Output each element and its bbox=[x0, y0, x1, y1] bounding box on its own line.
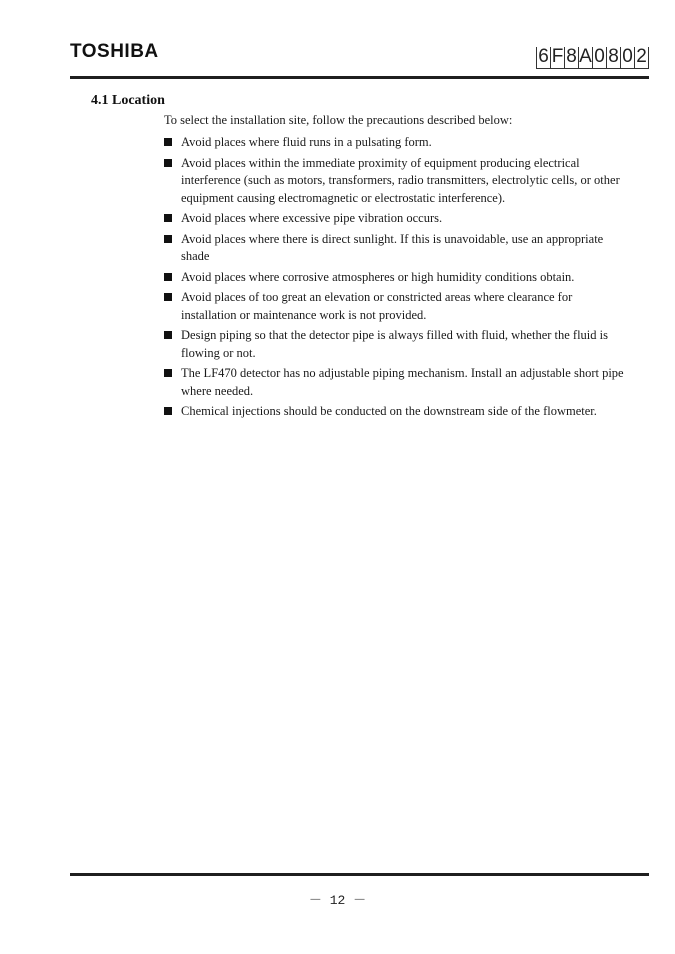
list-item-text: The LF470 detector has no adjustable piping mechanism. Install an adjustable short pipe where needed. bbox=[181, 366, 624, 398]
footer-divider bbox=[70, 873, 649, 876]
document-number bbox=[536, 47, 649, 69]
square-bullet-icon bbox=[164, 293, 172, 301]
list-item bbox=[164, 134, 624, 152]
square-bullet-icon bbox=[164, 273, 172, 281]
doc-number-char: A bbox=[579, 46, 592, 67]
section-heading: 4.1 Location bbox=[91, 93, 165, 108]
doc-number-char: 8 bbox=[564, 47, 578, 69]
square-bullet-icon bbox=[164, 138, 172, 146]
list-item bbox=[164, 289, 624, 324]
list-item bbox=[164, 231, 624, 266]
doc-number-char: 0 bbox=[620, 47, 634, 69]
list-item bbox=[164, 155, 624, 208]
square-bullet-icon bbox=[164, 369, 172, 377]
doc-number-char: 2 bbox=[634, 47, 649, 69]
list-item bbox=[164, 327, 624, 362]
header-divider bbox=[70, 76, 649, 79]
list-item-text: Avoid places of too great an elevation or constricted areas where clearance for installation or maintenance work is not provided. bbox=[181, 290, 573, 322]
square-bullet-icon bbox=[164, 407, 172, 415]
list-item-text: Avoid places where there is direct sunlight. If this is unavoidable, use an appropriate shade bbox=[181, 231, 604, 263]
square-bullet-icon bbox=[164, 331, 172, 339]
company-logo: TOSHIBA bbox=[70, 41, 159, 62]
list-item bbox=[164, 269, 624, 287]
list-item-text: Avoid places within the immediate proximity of equipment producing electrical interference (such as motors, transformers, radio transmitters, electrolytic cells, or other equipment causing electromagnetic or electrostatic interference). bbox=[181, 155, 620, 205]
square-bullet-icon bbox=[164, 214, 172, 222]
list-item-text: Avoid places where fluid runs in a pulsating form. bbox=[181, 135, 432, 149]
list-item-text: Avoid places where corrosive atmospheres or high humidity conditions obtain. bbox=[181, 269, 575, 284]
square-bullet-icon bbox=[164, 235, 172, 243]
section-intro: To select the installation site, follow the precautions described below: bbox=[164, 113, 513, 127]
precautions-list bbox=[164, 134, 624, 424]
list-item-text: Avoid places where excessive pipe vibration occurs. bbox=[181, 211, 443, 225]
doc-number-char: 0 bbox=[592, 47, 606, 69]
doc-number-char: 6 bbox=[536, 47, 550, 69]
list-item bbox=[164, 365, 624, 400]
list-item-text: Design piping so that the detector pipe is always filled with fluid, whether the fluid is flowing or not. bbox=[181, 328, 608, 360]
list-item-text: Chemical injections should be conducted on the downstream side of the flowmeter. bbox=[181, 404, 597, 418]
list-item bbox=[164, 210, 624, 228]
list-item bbox=[164, 403, 624, 421]
square-bullet-icon bbox=[164, 159, 172, 167]
doc-number-char: 8 bbox=[606, 47, 620, 69]
doc-number-char: F bbox=[551, 46, 564, 67]
page-number: － 12 － bbox=[308, 893, 367, 908]
